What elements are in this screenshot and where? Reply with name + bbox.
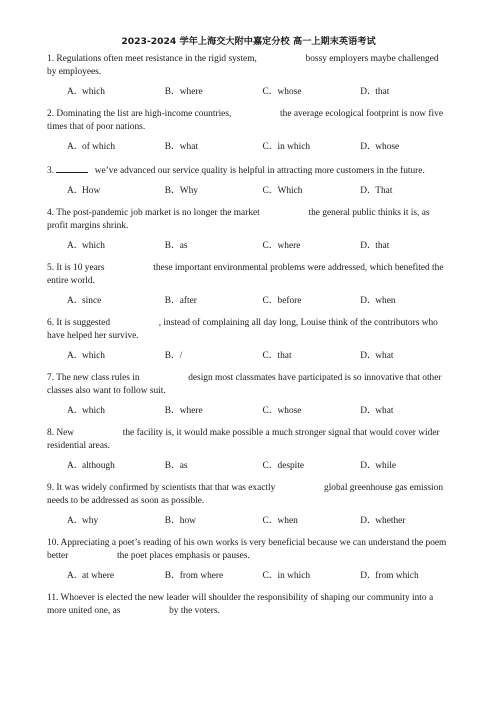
- question-item: [47, 537, 450, 583]
- question-text-after-blank: the general public thinks it is, as profit margins shrink.: [47, 208, 430, 231]
- option-letter: B．: [164, 87, 181, 97]
- answer-options: [47, 295, 450, 308]
- question-text-after-blank: design most classmates have participated is so innovative that other classes also want to follow suit.: [47, 373, 442, 396]
- option-text: how: [179, 516, 196, 526]
- option-letter: A．: [67, 351, 84, 361]
- option-letter: D．: [360, 461, 377, 471]
- option-text: whose: [277, 406, 302, 416]
- answer-option: [360, 240, 450, 253]
- option-text: as: [179, 241, 188, 251]
- option-text: that: [375, 241, 390, 251]
- question-item: [47, 262, 450, 308]
- option-text: as: [179, 461, 188, 471]
- question-text-after-blank: global greenhouse gas emission needs to be addressed as soon as possible.: [47, 483, 444, 506]
- option-letter: C．: [262, 351, 279, 361]
- answer-options: [47, 141, 450, 154]
- question-item: [47, 207, 450, 253]
- question-text-before-blank: 6. It is suggested: [47, 318, 113, 328]
- option-text: despite: [277, 461, 305, 471]
- option-text: why: [82, 516, 99, 526]
- answer-option: [165, 350, 263, 363]
- option-text: what: [375, 351, 394, 361]
- option-letter: B．: [164, 142, 181, 152]
- question-text-before-blank: 5. It is 10 years: [47, 263, 107, 273]
- option-letter: C．: [262, 296, 279, 306]
- option-text: where: [179, 406, 203, 416]
- option-letter: A．: [67, 87, 84, 97]
- question-text-after-blank: the average ecological footprint is now five times that of poor nations.: [47, 109, 443, 132]
- answer-options: [47, 240, 450, 253]
- answer-option: [263, 295, 361, 308]
- option-letter: D．: [360, 406, 377, 416]
- question-stem: [47, 372, 450, 398]
- question-item: [47, 163, 450, 198]
- question-text-after-blank: these important environmental problems were addressed, which benefited the entire world.: [47, 263, 444, 286]
- question-text-after-blank: the facility is, it would make possible a much stronger signal that would cover wider residential areas.: [47, 428, 440, 451]
- option-letter: D．: [360, 571, 377, 581]
- answer-option: [360, 295, 450, 308]
- question-text-after-blank: by the voters.: [166, 606, 220, 616]
- answer-option: [263, 86, 361, 99]
- answer-options: [47, 405, 450, 418]
- option-letter: D．: [360, 241, 377, 251]
- option-letter: B．: [164, 406, 181, 416]
- answer-option: [263, 515, 361, 528]
- question-item: [47, 317, 450, 363]
- answer-option: [67, 86, 165, 99]
- option-letter: A．: [67, 142, 84, 152]
- option-letter: D．: [360, 87, 377, 97]
- question-text-before-blank: 9. It was widely confirmed by scientists that that was exactly: [47, 483, 278, 493]
- question-text-before-blank: 7. The new class rules in: [47, 373, 142, 383]
- option-letter: D．: [360, 296, 377, 306]
- option-text: That: [375, 186, 393, 196]
- answer-option: [360, 86, 450, 99]
- option-text: which: [82, 87, 105, 97]
- question-text-after-blank: the poet places emphasis or pauses.: [114, 551, 250, 561]
- option-text: since: [82, 296, 102, 306]
- option-text: where: [179, 87, 203, 97]
- answer-options: [47, 86, 450, 99]
- option-text: Which: [277, 186, 303, 196]
- answer-option: [263, 570, 361, 583]
- option-text: when: [375, 296, 396, 306]
- answer-option: [360, 515, 450, 528]
- option-letter: C．: [262, 241, 279, 251]
- answer-option: [67, 460, 165, 473]
- option-letter: A．: [67, 516, 84, 526]
- answer-option: [165, 86, 263, 99]
- option-text: from which: [375, 571, 419, 581]
- question-text-before-blank: 3.: [47, 166, 57, 176]
- question-text-before-blank: 4. The post-pandemic job market is no longer the market: [47, 208, 263, 218]
- answer-options: [47, 515, 450, 528]
- question-stem: [47, 262, 450, 288]
- option-letter: C．: [262, 87, 279, 97]
- answer-option: [67, 570, 165, 583]
- option-text: where: [277, 241, 301, 251]
- answer-option: [67, 350, 165, 363]
- question-stem: [47, 537, 450, 563]
- option-text: which: [82, 406, 105, 416]
- option-letter: A．: [67, 571, 84, 581]
- option-text: whose: [277, 87, 302, 97]
- question-text-before-blank: 10. Appreciating a poet’s reading of his own works is very beneficial because we can understand the poem better: [47, 538, 447, 561]
- question-stem: [47, 53, 450, 79]
- answer-option: [67, 295, 165, 308]
- answer-option: [67, 240, 165, 253]
- option-letter: B．: [164, 241, 181, 251]
- option-letter: C．: [262, 142, 279, 152]
- answer-option: [263, 141, 361, 154]
- question-text-after-blank: bossy employers maybe challenged by employees.: [47, 54, 439, 77]
- question-text-before-blank: 8. New: [47, 428, 77, 438]
- option-letter: C．: [262, 406, 279, 416]
- answer-option: [263, 405, 361, 418]
- answer-option: [67, 141, 165, 154]
- option-text: at where: [82, 571, 115, 581]
- answer-option: [67, 405, 165, 418]
- option-letter: A．: [67, 296, 84, 306]
- option-letter: D．: [360, 516, 377, 526]
- question-stem: [47, 482, 450, 508]
- answer-option: [165, 460, 263, 473]
- option-letter: B．: [164, 351, 181, 361]
- answer-options: [47, 460, 450, 473]
- answer-option: [165, 515, 263, 528]
- question-stem: [47, 427, 450, 453]
- answer-option: [360, 405, 450, 418]
- option-letter: C．: [262, 461, 279, 471]
- answer-option: [360, 185, 450, 198]
- question-stem: [47, 317, 450, 343]
- option-letter: C．: [262, 186, 279, 196]
- option-letter: D．: [360, 142, 377, 152]
- option-letter: C．: [262, 516, 279, 526]
- option-text: which: [82, 241, 105, 251]
- answer-option: [165, 405, 263, 418]
- option-letter: A．: [67, 186, 84, 196]
- answer-option: [165, 295, 263, 308]
- question-text-before-blank: 1. Regulations often meet resistance in the rigid system,: [47, 54, 260, 64]
- question-stem: [47, 207, 450, 233]
- question-text-before-blank: 2. Dominating the list are high-income countries,: [47, 109, 234, 119]
- answer-option: [360, 141, 450, 154]
- option-text: which: [82, 351, 105, 361]
- option-letter: D．: [360, 186, 377, 196]
- option-text: before: [277, 296, 302, 306]
- question-item: [47, 372, 450, 418]
- option-text: in which: [277, 571, 311, 581]
- exam-title: 2023-2024 学年上海交大附中嘉定分校 高一上期末英语考试: [121, 36, 376, 47]
- answer-options: [47, 570, 450, 583]
- question-item: [47, 108, 450, 154]
- option-letter: D．: [360, 351, 377, 361]
- option-letter: B．: [164, 571, 181, 581]
- option-text: although: [82, 461, 115, 471]
- option-text: while: [375, 461, 397, 471]
- answer-blank: [56, 163, 88, 173]
- answer-option: [263, 350, 361, 363]
- option-text: in which: [277, 142, 311, 152]
- option-text: How: [82, 186, 101, 196]
- question-item: [47, 592, 450, 618]
- answer-option: [165, 185, 263, 198]
- answer-option: [263, 240, 361, 253]
- answer-options: [47, 185, 450, 198]
- option-letter: A．: [67, 241, 84, 251]
- option-text: whether: [375, 516, 406, 526]
- option-text: Why: [179, 186, 198, 196]
- option-text: /: [179, 351, 183, 361]
- answer-option: [360, 460, 450, 473]
- answer-option: [360, 570, 450, 583]
- question-item: [47, 482, 450, 528]
- option-text: what: [375, 406, 394, 416]
- option-text: whose: [375, 142, 400, 152]
- question-item: [47, 53, 450, 99]
- option-letter: B．: [164, 296, 181, 306]
- option-text: that: [375, 87, 390, 97]
- answer-option: [263, 185, 361, 198]
- option-text: that: [277, 351, 292, 361]
- option-text: from where: [179, 571, 224, 581]
- option-letter: A．: [67, 406, 84, 416]
- question-stem: [47, 163, 450, 178]
- question-text-after-blank: we’ve advanced our service quality is helpful in attracting more customers in the future.: [92, 166, 425, 176]
- option-letter: A．: [67, 461, 84, 471]
- option-text: what: [179, 142, 198, 152]
- question-stem: [47, 592, 450, 618]
- answer-options: [47, 350, 450, 363]
- option-letter: B．: [164, 186, 181, 196]
- question-stem: [47, 108, 450, 134]
- option-letter: B．: [164, 516, 181, 526]
- question-text-before-blank: 11. Whoever is elected the new leader will shoulder the responsibility of shaping our community into a more united one, as: [47, 593, 434, 616]
- option-text: after: [179, 296, 197, 306]
- option-text: of which: [82, 142, 116, 152]
- option-letter: C．: [262, 571, 279, 581]
- answer-option: [165, 240, 263, 253]
- question-list: [47, 53, 450, 618]
- answer-option: [360, 350, 450, 363]
- answer-option: [67, 185, 165, 198]
- option-text: when: [277, 516, 298, 526]
- answer-option: [263, 460, 361, 473]
- answer-option: [165, 570, 263, 583]
- question-text-after-blank: , instead of complaining all day long, Louise think of the contributors who have helped her survive.: [47, 318, 438, 341]
- question-item: [47, 427, 450, 473]
- option-letter: B．: [164, 461, 181, 471]
- answer-option: [67, 515, 165, 528]
- answer-option: [165, 141, 263, 154]
